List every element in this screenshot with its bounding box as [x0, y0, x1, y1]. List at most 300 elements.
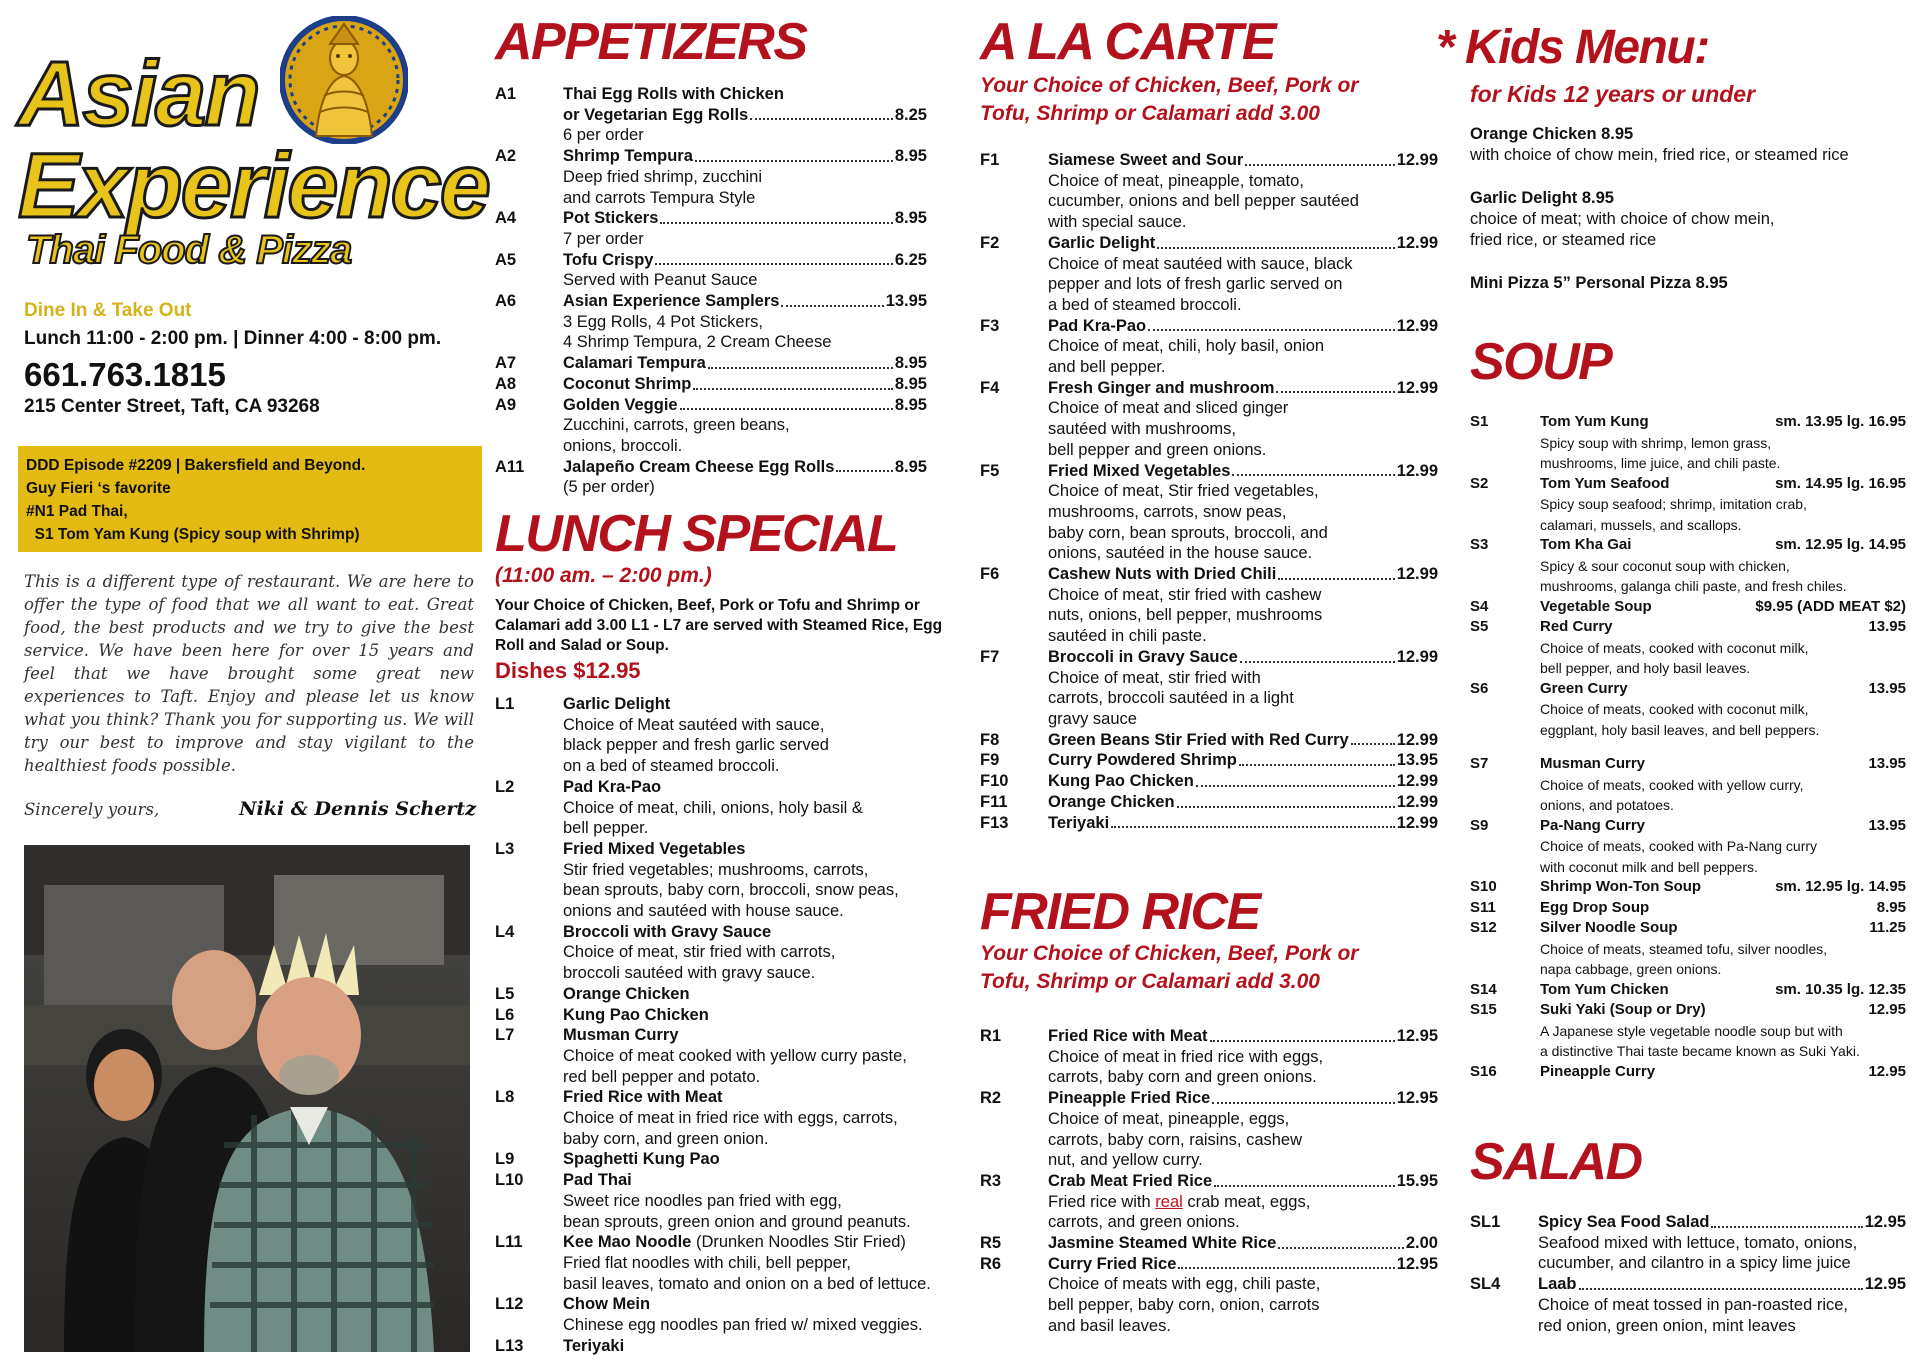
- item-body: [1048, 771, 1438, 792]
- item-name-line: [1048, 150, 1438, 171]
- item-body: [563, 694, 975, 777]
- item-desc-pre: Fried rice with: [1048, 1192, 1156, 1211]
- menu-item: [495, 694, 975, 777]
- menu-item: [980, 461, 1438, 565]
- menu-item: [495, 250, 927, 291]
- menu-item: [980, 378, 1438, 461]
- menu-item: [980, 792, 1438, 813]
- menu-item: [980, 750, 1438, 771]
- menu-item: [495, 457, 927, 498]
- kids-item-name: Orange Chicken 8.95: [1470, 125, 1634, 143]
- menu-item: [1470, 1062, 1906, 1083]
- alacarte-heading: A LA CARTE: [980, 13, 1276, 71]
- price-leader: [693, 374, 893, 390]
- item-name: Pad Kra-Pao: [563, 777, 662, 796]
- item-body: [1048, 378, 1438, 461]
- item-code: F2: [980, 233, 1000, 252]
- ddd-line: #N1 Pad Thai,: [26, 503, 128, 520]
- item-desc: Choice of meat tossed in pan-roasted rice, red onion, green onion, mint leaves: [1538, 1295, 1848, 1335]
- item-name: or Vegetarian Egg Rolls: [563, 105, 749, 124]
- item-code: F11: [980, 792, 1008, 811]
- item-desc: 3 Egg Rolls, 4 Pot Stickers, 4 Shrimp Tempura, 2 Cream Cheese: [563, 312, 832, 352]
- item-name: Curry Fried Rice: [1048, 1254, 1177, 1273]
- item-desc: Choice of meat, pineapple, eggs, carrots, baby corn, raisins, cashew nut, and yellow curry.: [1048, 1109, 1303, 1170]
- menu-item: [1470, 679, 1906, 741]
- item-code: S15: [1470, 1001, 1497, 1018]
- item-desc: Choice of meat, stir fried with cashew nuts, onions, bell pepper, mushrooms sautéed in chili paste.: [1048, 585, 1323, 646]
- price-gap: [1701, 877, 1775, 898]
- item-price: sm. 13.95 lg. 16.95: [1775, 413, 1906, 430]
- item-name: Kee Mao Noodle: [563, 1233, 692, 1252]
- contact-info: [24, 300, 494, 418]
- price-leader: [708, 353, 893, 369]
- item-code: S16: [1470, 1062, 1497, 1080]
- item-name-line: [1540, 679, 1906, 700]
- soup-list: [1470, 412, 1906, 1082]
- menu-item: [495, 291, 927, 353]
- item-name: Fried Rice with Meat: [1048, 1027, 1208, 1045]
- menu-item: [1470, 617, 1906, 679]
- item-price: 2.00: [1405, 1234, 1438, 1253]
- item-code: S6: [1470, 679, 1489, 697]
- price-leader: [836, 457, 892, 473]
- price-leader: [1178, 1254, 1394, 1270]
- item-price: 13.95: [1868, 816, 1906, 834]
- item-body: [1048, 813, 1438, 834]
- menu-item: [1470, 474, 1906, 536]
- item-desc: Choice of meats, cooked with yellow curry, onions, and potatoes.: [1540, 776, 1804, 813]
- ddd-line: S1 Tom Yam Kung (Spicy soup with Shrimp): [26, 526, 360, 543]
- item-name-line: [1048, 316, 1438, 337]
- item-body: [563, 374, 927, 395]
- item-code: A6: [495, 292, 517, 311]
- item-name: Curry Powdered Shrimp: [1048, 751, 1237, 770]
- item-name: Fried Mixed Vegetables: [1048, 461, 1231, 480]
- item-name: Fried Mixed Vegetables: [563, 839, 746, 858]
- price-gap: [1645, 816, 1868, 837]
- ddd-line: Guy Fieri ‘s favorite: [26, 480, 171, 497]
- item-desc: Stir fried vegetables; mushrooms, carrots, bean sprouts, baby corn, broccoli, snow peas, onions and sautéed with house sauce.: [563, 860, 899, 921]
- item-body: [563, 457, 927, 498]
- price-leader: [1157, 233, 1394, 249]
- item-body: [1048, 564, 1438, 647]
- item-price: 12.99: [1396, 730, 1438, 749]
- item-body: [1540, 918, 1906, 980]
- item-name-line: [563, 250, 927, 271]
- item-name-line: [1540, 816, 1906, 837]
- item-name: Tom Yum Chicken: [1540, 980, 1669, 998]
- item-code: SL1: [1470, 1213, 1501, 1231]
- item-name: Pad Kra-Pao: [1048, 316, 1147, 335]
- menu-item: [495, 208, 927, 249]
- item-name-line: [1538, 1274, 1906, 1295]
- price-leader: [781, 291, 883, 307]
- item-name: Tom Yum Seafood: [1540, 474, 1670, 492]
- item-desc: Choice of meat sautéed with sauce, black pepper and lots of fresh garlic served on a bed of steamed broccoli.: [1048, 254, 1353, 314]
- item-name-line: [1048, 792, 1438, 813]
- item-code: S1: [1470, 413, 1489, 430]
- item-code: F9: [980, 751, 1000, 770]
- item-price: 12.95: [1864, 1213, 1906, 1231]
- price-gap: [1613, 617, 1869, 638]
- item-body: [563, 250, 927, 291]
- item-price: 12.99: [1396, 813, 1438, 832]
- price-leader: [680, 395, 893, 411]
- item-price: 8.95: [894, 374, 927, 393]
- item-name: Broccoli with Gravy Sauce: [563, 922, 772, 941]
- item-name: Kung Pao Chicken: [563, 1005, 709, 1024]
- appetizers-list: [495, 84, 927, 498]
- menu-item: [980, 316, 1438, 378]
- item-price: 12.95: [1868, 1062, 1906, 1080]
- item-body: [563, 395, 927, 457]
- item-name-line: [563, 1294, 975, 1315]
- item-code: L7: [495, 1026, 515, 1045]
- kids-item-name: Garlic Delight 8.95: [1470, 189, 1614, 207]
- item-body: [1538, 1212, 1906, 1274]
- item-name: Tofu Crispy: [563, 250, 654, 269]
- menu-item: [1470, 597, 1906, 618]
- item-name: Silver Noodle Soup: [1540, 919, 1678, 936]
- item-body: [1540, 816, 1906, 878]
- salad-list: [1470, 1212, 1906, 1336]
- item-name: Teriyaki: [563, 1336, 625, 1355]
- item-name-line: [563, 146, 927, 167]
- lunch-list: [495, 694, 975, 1357]
- item-desc: Choice of meat, pineapple, tomato, cucumber, onions and bell pepper sautéed with special sauce.: [1048, 171, 1359, 232]
- item-name-line: [563, 1087, 975, 1108]
- item-code: L4: [495, 922, 515, 941]
- item-code: A7: [495, 354, 517, 373]
- item-desc: Choice of meats, cooked with coconut milk, bell pepper, and holy basil leaves.: [1540, 639, 1809, 676]
- item-desc: Choice of meat, chili, holy basil, onion and bell pepper.: [1048, 337, 1325, 377]
- item-desc: Seafood mixed with lettuce, tomato, onions, cucumber, and cilantro in a spicy lime juice: [1538, 1233, 1858, 1273]
- item-price: 12.99: [1396, 233, 1438, 252]
- menu-item: [1470, 1000, 1906, 1062]
- price-leader: [1351, 730, 1395, 746]
- price-leader: [1276, 378, 1394, 394]
- item-body: [563, 1087, 975, 1149]
- item-price: 12.95: [1396, 1089, 1438, 1108]
- price-leader: [750, 105, 893, 121]
- kids-sub: for Kids 12 years or under: [1470, 81, 1756, 107]
- menu-item: [980, 1233, 1438, 1254]
- item-body: [1048, 1171, 1438, 1233]
- price-leader: [1240, 647, 1395, 663]
- signature-line: [24, 800, 476, 819]
- restaurant-logo: [18, 14, 488, 274]
- item-code: L10: [495, 1171, 524, 1190]
- item-body: [1540, 679, 1906, 741]
- item-name: Pa-Nang Curry: [1540, 816, 1646, 834]
- item-code: R2: [980, 1089, 1002, 1108]
- kids-item-desc: choice of meat; with choice of chow mein, fried rice, or steamed rice: [1470, 210, 1775, 249]
- item-code: S5: [1470, 618, 1489, 635]
- menu-item: [980, 771, 1438, 792]
- item-name: Vegetable Soup: [1540, 597, 1652, 615]
- item-name: Broccoli in Gravy Sauce: [1048, 647, 1238, 666]
- item-name-line: [563, 1232, 975, 1253]
- item-name: Cashew Nuts with Dried Chili: [1048, 565, 1277, 584]
- ddd-line: DDD Episode #2209 | Bakersfield and Beyond.: [26, 457, 366, 474]
- kids-item-name: Mini Pizza 5” Personal Pizza 8.95: [1470, 274, 1728, 292]
- item-body: [563, 208, 927, 249]
- item-code: S4: [1470, 597, 1489, 615]
- item-name-line: [563, 1170, 975, 1191]
- item-body: [1048, 1026, 1438, 1088]
- item-price: 12.99: [1396, 565, 1438, 584]
- item-price: 13.95: [1868, 755, 1906, 772]
- menu-item: [1470, 754, 1906, 816]
- item-price: $9.95 (ADD MEAT $2): [1755, 597, 1906, 615]
- menu-item: [980, 813, 1438, 834]
- item-price: 13.95: [1868, 679, 1906, 697]
- menu-item: [495, 1232, 975, 1294]
- menu-item: [1470, 1274, 1906, 1336]
- menu-item: [980, 730, 1438, 751]
- item-desc: Choice of meat and sliced ginger sautéed with mushrooms, bell pepper and green onions.: [1048, 399, 1289, 459]
- item-desc-post: crab meat, eggs, carrots, and green onions.: [1048, 1192, 1311, 1232]
- item-body: [1048, 316, 1438, 378]
- item-code: R1: [980, 1027, 1002, 1045]
- price-gap: [1628, 679, 1869, 700]
- item-code: F3: [980, 316, 1000, 335]
- item-name: Jalapeño Cream Cheese Egg Rolls: [563, 457, 835, 476]
- item-price: 12.95: [1864, 1275, 1906, 1294]
- item-desc: Choice of meats, cooked with Pa-Nang curry with coconut milk and bell peppers.: [1540, 838, 1818, 875]
- item-body: [1048, 233, 1438, 316]
- menu-item: [1470, 877, 1906, 898]
- menu-item: [980, 647, 1438, 730]
- item-body: [1540, 1000, 1906, 1062]
- item-name-line: [563, 839, 975, 860]
- item-name-line: [563, 84, 927, 105]
- item-body: [563, 291, 927, 353]
- menu-item: [495, 146, 927, 208]
- dine-in-label: Dine In & Take Out: [24, 300, 192, 321]
- item-desc: Zucchini, carrots, green beans, onions, broccoli.: [563, 416, 790, 455]
- item-price: 8.95: [894, 209, 927, 228]
- item-code: F6: [980, 565, 1000, 584]
- item-name: Green Beans Stir Fried with Red Curry: [1048, 730, 1349, 749]
- menu-item: [1470, 918, 1906, 980]
- price-leader: [1148, 316, 1395, 332]
- menu-item: [980, 233, 1438, 316]
- item-code: L13: [495, 1336, 524, 1355]
- item-body: [563, 146, 927, 208]
- item-code: L12: [495, 1295, 524, 1314]
- item-body: [563, 1005, 975, 1026]
- people-illustration-icon: [24, 845, 470, 1352]
- item-price: 12.95: [1868, 1001, 1906, 1018]
- menu-item: [495, 1149, 975, 1170]
- item-name: Siamese Sweet and Sour: [1048, 151, 1244, 169]
- menu-item: [1470, 1212, 1906, 1274]
- item-body: [1540, 535, 1906, 597]
- logo-word-asian: Asian: [18, 43, 259, 145]
- item-desc: 7 per order: [563, 229, 644, 248]
- item-name-line: [1048, 233, 1438, 254]
- item-body: [1538, 1274, 1906, 1336]
- item-desc: Spicy soup seafood; shrimp, imitation crab, calamari, mussels, and scallops.: [1540, 496, 1807, 533]
- item-name-line: [1540, 412, 1906, 433]
- item-name: Fresh Ginger and mushroom: [1048, 378, 1275, 397]
- item-name: Suki Yaki (Soup or Dry): [1540, 1001, 1706, 1018]
- item-price: 8.95: [894, 147, 927, 166]
- menu-item: [495, 374, 927, 395]
- item-body: [1048, 1254, 1438, 1337]
- item-price: 8.25: [894, 105, 927, 124]
- item-body: [563, 1025, 975, 1087]
- item-name-line: [563, 922, 975, 943]
- item-desc: A Japanese style vegetable noodle soup but with a distinctive Thai taste became known as Suki Yaki.: [1540, 1022, 1860, 1059]
- item-desc: Choice of meat, stir fried with carrots, broccoli sautéed with gravy sauce.: [563, 943, 836, 983]
- price-gap: [1669, 474, 1775, 495]
- address-text: 215 Center Street, Taft, CA 93268: [24, 396, 320, 417]
- item-code: L6: [495, 1005, 515, 1024]
- item-body: [563, 777, 975, 839]
- item-name-line: [563, 374, 927, 395]
- item-name-line: [563, 1336, 975, 1357]
- item-desc: Fried flat noodles with chili, bell pepper, basil leaves, tomato and onion on a bed of lettuce.: [563, 1253, 931, 1293]
- item-body: [1540, 877, 1906, 898]
- price-leader: [1210, 1026, 1395, 1042]
- item-name-line: [1540, 474, 1906, 495]
- item-name-line: [1538, 1212, 1906, 1233]
- price-gap: [1631, 535, 1775, 556]
- item-name-line: [1048, 1026, 1438, 1047]
- item-price: sm. 10.35 lg. 12.35: [1775, 980, 1906, 998]
- item-price: 12.99: [1396, 647, 1438, 666]
- item-code: S3: [1470, 536, 1489, 553]
- item-name: Pineapple Curry: [1540, 1062, 1656, 1080]
- item-price: 12.99: [1396, 792, 1438, 811]
- item-desc: Choice of meats with egg, chili paste, bell pepper, baby corn, onion, carrots and basil leaves.: [1048, 1275, 1321, 1335]
- item-price: 12.99: [1396, 461, 1438, 480]
- item-code: R3: [980, 1171, 1002, 1190]
- item-desc: 6 per order: [563, 126, 644, 145]
- item-name-line: [563, 208, 927, 229]
- menu-item: [1470, 535, 1906, 597]
- item-desc: Choice of meats, cooked with coconut milk, eggplant, holy basil leaves, and bell peppers.: [1540, 701, 1820, 738]
- item-body: [1540, 597, 1906, 618]
- price-leader: [660, 208, 893, 224]
- item-code: A5: [495, 250, 517, 269]
- item-name: Garlic Delight: [1048, 233, 1156, 252]
- item-price: sm. 12.95 lg. 14.95: [1775, 536, 1906, 553]
- item-desc: Served with Peanut Sauce: [563, 271, 758, 290]
- item-body: [563, 84, 927, 146]
- price-leader: [1212, 1088, 1394, 1104]
- item-code: F13: [980, 813, 1009, 832]
- item-body: [563, 1294, 975, 1335]
- item-desc: Choice of meat in fried rice with eggs, carrots, baby corn, and green onion.: [563, 1109, 898, 1148]
- item-name-line: [1048, 771, 1438, 792]
- hours-text: Lunch 11:00 - 2:00 pm. | Dinner 4:00 - 8:00 pm.: [24, 328, 442, 349]
- item-code: A4: [495, 209, 517, 228]
- item-name-line: [563, 291, 927, 312]
- item-name: Green Curry: [1540, 679, 1628, 697]
- price-leader: [1196, 771, 1395, 787]
- item-code: A1: [495, 85, 517, 103]
- item-price: 12.99: [1396, 316, 1438, 335]
- item-code: L5: [495, 984, 515, 1003]
- price-leader: [1239, 750, 1395, 766]
- price-gap: [1645, 754, 1868, 775]
- lunch-price: Dishes $12.95: [495, 658, 641, 683]
- item-name-line: [563, 777, 975, 798]
- menu-item: [1470, 816, 1906, 878]
- item-price: 12.99: [1396, 378, 1438, 397]
- item-name: Coconut Shrimp: [563, 374, 692, 393]
- item-code: S2: [1470, 474, 1489, 492]
- item-code: L8: [495, 1088, 515, 1107]
- item-name: Crab Meat Fried Rice: [1048, 1171, 1213, 1190]
- item-code: F8: [980, 730, 1000, 749]
- item-price: 13.95: [1396, 751, 1438, 770]
- item-name-line: [1540, 1000, 1906, 1021]
- item-price: sm. 12.95 lg. 14.95: [1775, 878, 1906, 895]
- item-code: S7: [1470, 755, 1489, 772]
- item-body: [563, 1149, 975, 1170]
- item-name-line: [563, 353, 927, 374]
- friedrice-sub: Your Choice of Chicken, Beef, Pork or Tofu, Shrimp or Calamari add 3.00: [980, 942, 1359, 993]
- item-body: [1048, 750, 1438, 771]
- item-name-line: [563, 395, 927, 416]
- item-name: Golden Veggie: [563, 395, 678, 414]
- item-body: [563, 922, 975, 984]
- item-name: Musman Curry: [1540, 755, 1646, 772]
- lunch-note: Your Choice of Chicken, Beef, Pork or Tofu and Shrimp or Calamari add 3.00 L1 - L7 are served with Steamed Rice, Egg Roll and Salad or Soup.: [495, 597, 943, 654]
- item-body: [1540, 898, 1906, 919]
- item-name-line: [1048, 1171, 1438, 1192]
- soup-heading: SOUP: [1470, 333, 1612, 391]
- item-price: 13.95: [1868, 618, 1906, 635]
- phone-number[interactable]: 661.763.1815: [24, 356, 226, 393]
- item-code: A8: [495, 374, 517, 393]
- menu-item: [980, 1088, 1438, 1171]
- item-name: Orange Chicken: [563, 984, 690, 1003]
- item-price: 12.99: [1396, 151, 1438, 169]
- item-desc: Choice of meat, Stir fried vegetables, mushrooms, carrots, snow peas, baby corn, bean sprouts, broccoli, and onions, sautéed in the house sauce.: [1048, 482, 1328, 563]
- menu-item: [495, 1005, 975, 1026]
- item-body: [563, 984, 975, 1005]
- item-desc-highlight: real: [1155, 1192, 1183, 1211]
- item-code: S10: [1470, 878, 1497, 895]
- price-leader: [1711, 1212, 1862, 1228]
- menu-item: [495, 395, 927, 457]
- item-code: SL4: [1470, 1275, 1501, 1294]
- price-gap: [1655, 1062, 1868, 1083]
- price-gap: [1706, 1000, 1869, 1021]
- item-name-line: [563, 1005, 975, 1026]
- item-body: [1540, 980, 1906, 1001]
- item-code: S11: [1470, 898, 1496, 916]
- kids-item: [1470, 188, 1910, 251]
- item-code: S12: [1470, 919, 1497, 936]
- item-name-line: [1540, 535, 1906, 556]
- appetizers-heading: APPETIZERS: [495, 13, 807, 71]
- item-name-line: [563, 105, 927, 126]
- item-desc: Spicy & sour coconut soup with chicken, mushrooms, galanga chili paste, and fresh chiles.: [1540, 557, 1847, 594]
- item-code: F1: [980, 151, 1000, 169]
- item-price: 8.95: [894, 395, 927, 414]
- item-price: 8.95: [894, 354, 927, 373]
- logo-tagline: Thai Food & Pizza: [26, 228, 352, 272]
- item-desc: Choice of meat cooked with yellow curry paste, red bell pepper and potato.: [563, 1046, 907, 1086]
- item-name: Pot Stickers: [563, 209, 659, 228]
- salad-heading: SALAD: [1470, 1133, 1642, 1191]
